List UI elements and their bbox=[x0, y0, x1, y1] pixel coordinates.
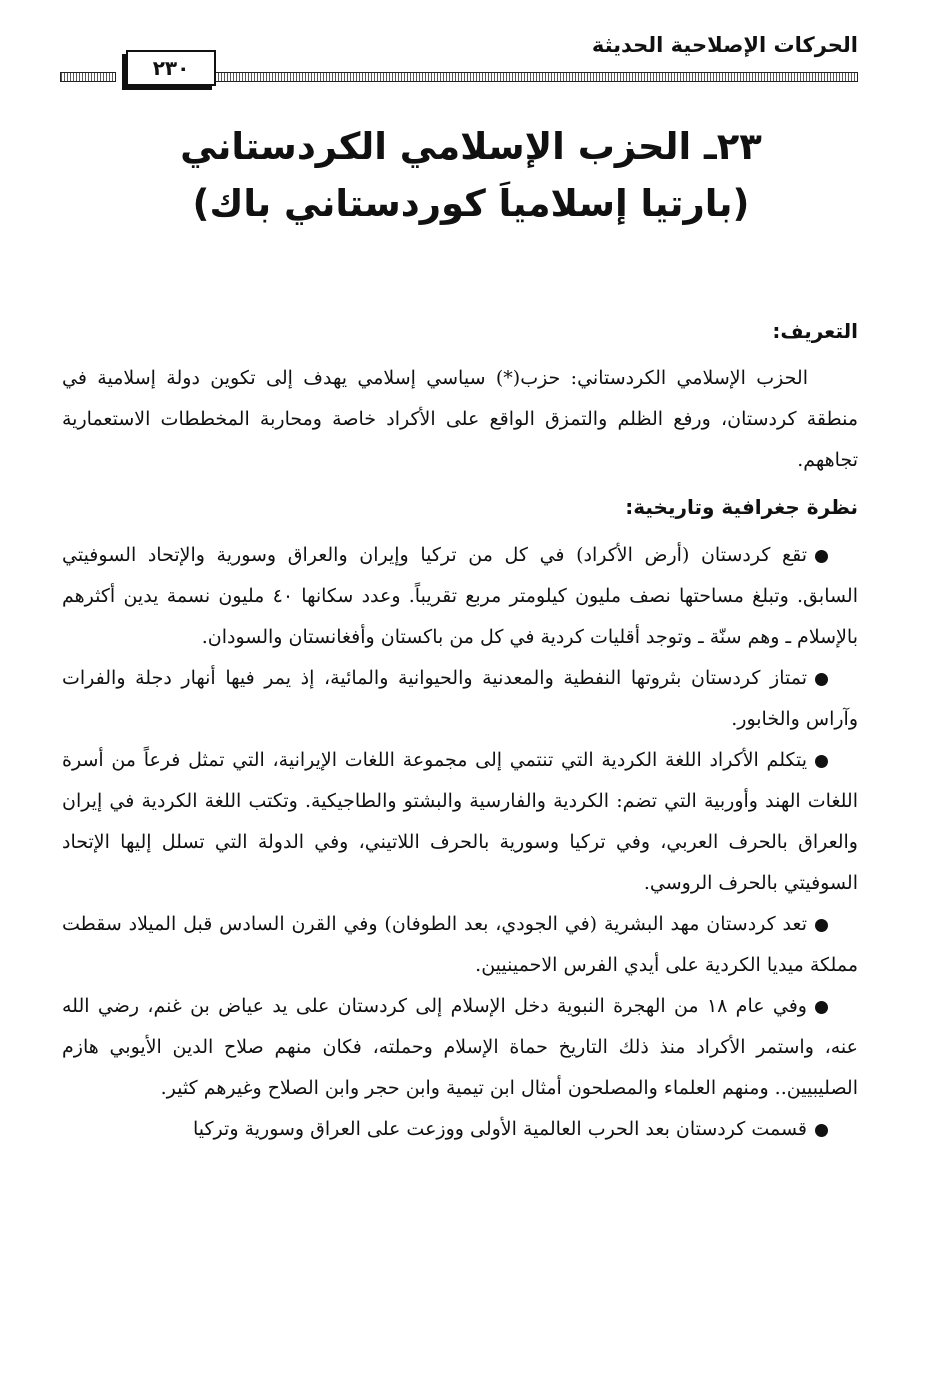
chapter-title-line-2: (بارتيا إسلامياَ كوردستاني باك) bbox=[192, 182, 750, 225]
bullet-item bbox=[62, 986, 858, 1109]
bullet-text: تعد كردستان مهد البشرية (في الجودي، بعد الطوفان) وفي القرن السادس قبل الميلاد سقطت مملكة ميديا الكردية على أيدي الفرس الاحمينيين. bbox=[62, 913, 858, 976]
bullet-icon bbox=[815, 673, 828, 686]
bullet-icon bbox=[815, 1001, 828, 1014]
bullet-text: وفي عام ١٨ من الهجرة النبوية دخل الإسلام إلى كردستان على يد عياض بن غنم، رضي الله عنه، واستمر الأكراد منذ ذلك التاريخ حماة الإسلام وحملته، فكان منهم صلاح الدين الأيوبي هازم الصليبيين.. ومنهم العلماء والمصلحون أمثال ابن تيمية وابن حجر وابن الصلاح وغيرهم كثير. bbox=[62, 995, 858, 1099]
bullet-item bbox=[62, 904, 858, 986]
geo-history-heading: نظرة جغرافية وتاريخية: bbox=[625, 495, 858, 519]
bullet-icon bbox=[815, 1124, 828, 1137]
definition-paragraph: الحزب الإسلامي الكردستاني: حزب(*) سياسي إسلامي يهدف إلى تكوين دولة إسلامية في منطقة كردستان، ورفع الظلم والتمزق الواقع على الأكراد خاصة ومحاربة المخططات الاستعمارية تجاههم. bbox=[62, 367, 858, 471]
bullet-item bbox=[62, 658, 858, 740]
bullet-list bbox=[62, 535, 858, 1150]
page-header bbox=[60, 30, 858, 90]
bullet-item bbox=[62, 1109, 858, 1150]
bullet-item bbox=[62, 535, 858, 658]
chapter-title-line-1: ٢٣ـ الحزب الإسلامي الكردستاني bbox=[180, 125, 762, 168]
bullet-text: قسمت كردستان بعد الحرب العالمية الأولى ووزعت على العراق وسورية وتركيا bbox=[192, 1118, 807, 1140]
chapter-title bbox=[100, 118, 842, 232]
running-title: الحركات الإصلاحية الحديثة bbox=[591, 33, 858, 57]
bullet-icon bbox=[815, 755, 828, 768]
bullet-text: تمتاز كردستان بثروتها النفطية والمعدنية والحيوانية والمائية، إذ يمر فيها أنهار دجلة والفرات وآراس والخابور. bbox=[62, 667, 858, 730]
bullet-icon bbox=[815, 550, 828, 563]
definition-heading: التعريف: bbox=[772, 319, 858, 343]
page-body bbox=[62, 315, 858, 1150]
bullet-text: تقع كردستان (أرض الأكراد) في كل من تركيا وإيران والعراق وسورية والإتحاد السوفيتي السابق. وتبلغ مساحتها نصف مليون كيلومتر مربع تقريباً. وعدد سكانها ٤٠ مليون نسمة يدين أكثرهم بالإسلام ـ وهم سنّة ـ وتوجد أقليات كردية في كل من باكستان وأفغانستان والسودان. bbox=[62, 544, 859, 648]
bullet-icon bbox=[815, 919, 828, 932]
header-rule bbox=[136, 72, 858, 82]
bullet-text: يتكلم الأكراد اللغة الكردية التي تنتمي إلى مجموعة اللغات الإيرانية، التي تمثل فرعاً من أسرة اللغات الهند وأوربية التي تضم: الكردية والفارسية والبشتو والطاجيكية. وتكتب اللغة الكردية في إيران والعراق بالحرف العربي، وفي تركيا وسورية بالحرف اللاتيني، وفي الدولة التي تسلل إليها الإتحاد السوفيتي بالحرف الروسي. bbox=[62, 749, 858, 894]
bullet-item bbox=[62, 740, 858, 904]
header-rule-short bbox=[60, 72, 116, 82]
page-number-box: ٢٣٠ bbox=[126, 50, 216, 86]
